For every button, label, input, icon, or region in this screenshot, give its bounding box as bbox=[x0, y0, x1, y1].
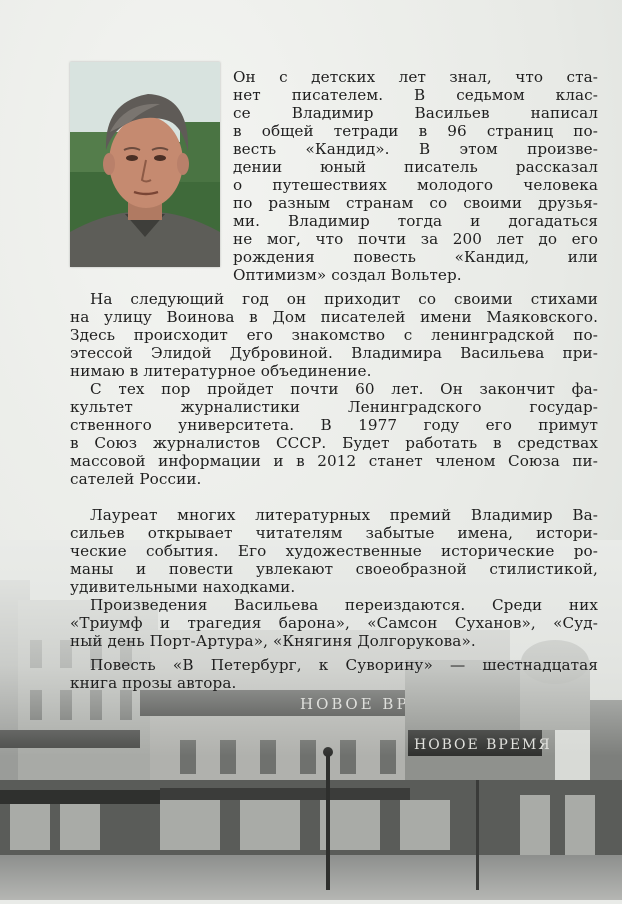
text-line: в Союз журналистов СССР. Будет работать в средствах bbox=[70, 434, 598, 452]
text-line: по разным странам со своими друзья- bbox=[233, 194, 598, 212]
text-line: Он с детских лет знал, что ста- bbox=[233, 68, 598, 86]
text-line: нимаю в литературное объединение. bbox=[70, 362, 372, 380]
text-line: ный день Порт-Артура», «Княгиня Долгорукова». bbox=[70, 632, 476, 650]
text-line: на улицу Воинова в Дом писателей имени Маяковского. bbox=[70, 308, 598, 326]
text-line: массовой информации и в 2012 станет членом Союза пи- bbox=[70, 452, 598, 470]
text-line: рождения повесть «Кандид, или bbox=[233, 248, 598, 266]
text-line: о путешествиях молодого человека bbox=[233, 176, 598, 194]
text-line: Повесть «В Петербург, к Суворину» — шестнадцатая bbox=[90, 656, 598, 674]
text-line: маны и повести увлекают своеобразной стилистикой, bbox=[70, 560, 598, 578]
text-line: дении юный писатель рассказал bbox=[233, 158, 598, 176]
text-line: Здесь происходит его знакомство с ленинградской по- bbox=[70, 326, 598, 344]
text-line: Лауреат многих литературных премий Владимир Ва- bbox=[90, 506, 598, 524]
text-line: ственного университета. В 1977 году его примут bbox=[70, 416, 598, 434]
text-line: се Владимир Васильев написал bbox=[233, 104, 598, 122]
text-line: в общей тетради в 96 страниц по- bbox=[233, 122, 598, 140]
text-line: удивительными находками. bbox=[70, 578, 296, 596]
text-line: ческие события. Его художественные исторические ро- bbox=[70, 542, 598, 560]
text-line: культет журналистики Ленинградского государ- bbox=[70, 398, 598, 416]
text-line: весть «Кандид». В этом произве- bbox=[233, 140, 598, 158]
text-line: нет писателем. В седьмом клас- bbox=[233, 86, 598, 104]
text-line: книга прозы автора. bbox=[70, 674, 237, 692]
text-line: сателей России. bbox=[70, 470, 202, 488]
text-line: «Триумф и трагедия барона», «Самсон Суханов», «Суд- bbox=[70, 614, 598, 632]
text-line: не мог, что почти за 200 лет до его bbox=[233, 230, 598, 248]
text-line: Произведения Васильева переиздаются. Среди них bbox=[90, 596, 598, 614]
text-line: сильев открывает читателям забытые имена, истори- bbox=[70, 524, 598, 542]
text-line: этессой Элидой Дубровиной. Владимира Васильева при- bbox=[70, 344, 598, 362]
text-line: ми. Владимир тогда и догадаться bbox=[233, 212, 598, 230]
text-line: С тех пор пройдет почти 60 лет. Он закончит фа- bbox=[90, 380, 598, 398]
text-line: На следующий год он приходит со своими стихами bbox=[90, 290, 598, 308]
text-line: Оптимизм» создал Вольтер. bbox=[233, 266, 462, 284]
